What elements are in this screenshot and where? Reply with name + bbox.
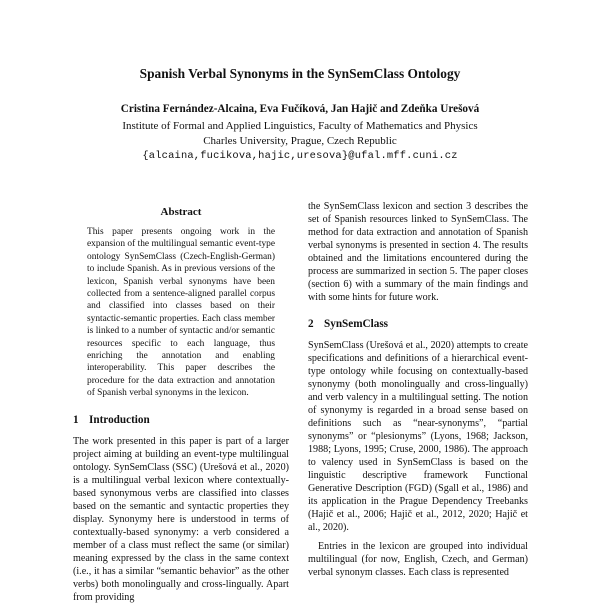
section-1-heading [73,414,289,426]
section-1-title: Introduction [89,413,150,426]
abstract-heading: Abstract [160,206,202,218]
intro-continuation-paragraph: the SynSemClass lexicon and section 3 describes the set of Spanish resources linked to SynSemClass. The method for data extraction and annotation of Spanish verbal synonyms is presented in section 4. The results obtained and the limitations encountered during the process are summarized in section 5. The paper closes (section 6) with a summary of the main findings and with some hints for future work. [308,201,528,303]
affiliation-institute: Institute of Formal and Applied Linguistics, Faculty of Mathematics and Physics [122,120,478,132]
right-column [308,200,528,579]
synsemclass-paragraph-1: SynSemClass (Urešová et al., 2020) attempts to create specifications and definitions of a hierarchical event-type ontology while focusing on contextually-based synonymy (both monolingually and cross-lingually) and verb valency in a multilingual setting. The notion of synonymy is regarded in a broad sense based on definitions such as “near-synonyms”, “partial synonyms” or “plesionyms” (Lyons, 1968; Jackson, 1988; Lyons, 1995; Cruse, 2000, 1986). The approach to valency used in SynSemClass is based on the linguistic descriptive framework Functional Generative Description (FGD) (Sgall et al., 1986) and its application in the Prague Dependency Treebanks (Hajič et al., 2006; Hajič et al., 2012, 2020; Hajič et al., 2020). [308,340,528,533]
paper-authors: Cristina Fernández-Alcaina, Eva Fučíková, Jan Hajič and Zdeňka Urešová [120,103,480,115]
abstract-text: This paper presents ongoing work in the expansion of the multilingual semantic event-type ontology SynSemClass (Czech-English-German) to include Spanish. As in previous versions of the lexicon, Spanish verbal synonyms have been collected from a sentence-aligned parallel corpus and classified into classes based on their syntactic-semantic properties. Each class member is linked to a number of syntactic and/or semantic resources specific to each language, thus enriching the annotation and enabling interoperability. This paper describes the procedure for the data extraction and annotation of Spanish verbal synonyms in the lexicon. [87,227,275,399]
affiliation-block [0,119,600,164]
introduction-paragraph: The work presented in this paper is part of a larger project aiming at building an event-type multilingual ontology. SynSemClass (SSC) (Urešová et al., 2020) is a multilingual verbal lexicon where contextually-based synonymous verbs are classified into classes based on the semantic and syntactic properties they display. Synonymy here is understood in terms of contextually-based synonymy: a verb considered a member of a class must reflect the same (or similar) meaning expressed by the class in the same context (i.e., it has a similar “semantic behavior” as the other verbs) both monolingually and cross-lingually. Apart from providing [73,435,289,603]
left-column [73,200,289,604]
author-emails: {alcaina,fucikova,hajic,uresova}@ufal.mff.cuni.cz [142,150,458,162]
section-1-number: 1 [73,413,79,426]
section-2-title: SynSemClass [324,318,389,330]
synsemclass-paragraph-2: Entries in the lexicon are grouped into individual multilingual (for now, English, Czech, and German) verbal synonym classes. Each class is represented [308,541,528,578]
section-2-heading [308,318,528,330]
affiliation-university: Charles University, Prague, Czech Republic [203,135,397,147]
paper-title: Spanish Verbal Synonyms in the SynSemClass Ontology [139,66,461,81]
section-2-number: 2 [308,318,314,330]
